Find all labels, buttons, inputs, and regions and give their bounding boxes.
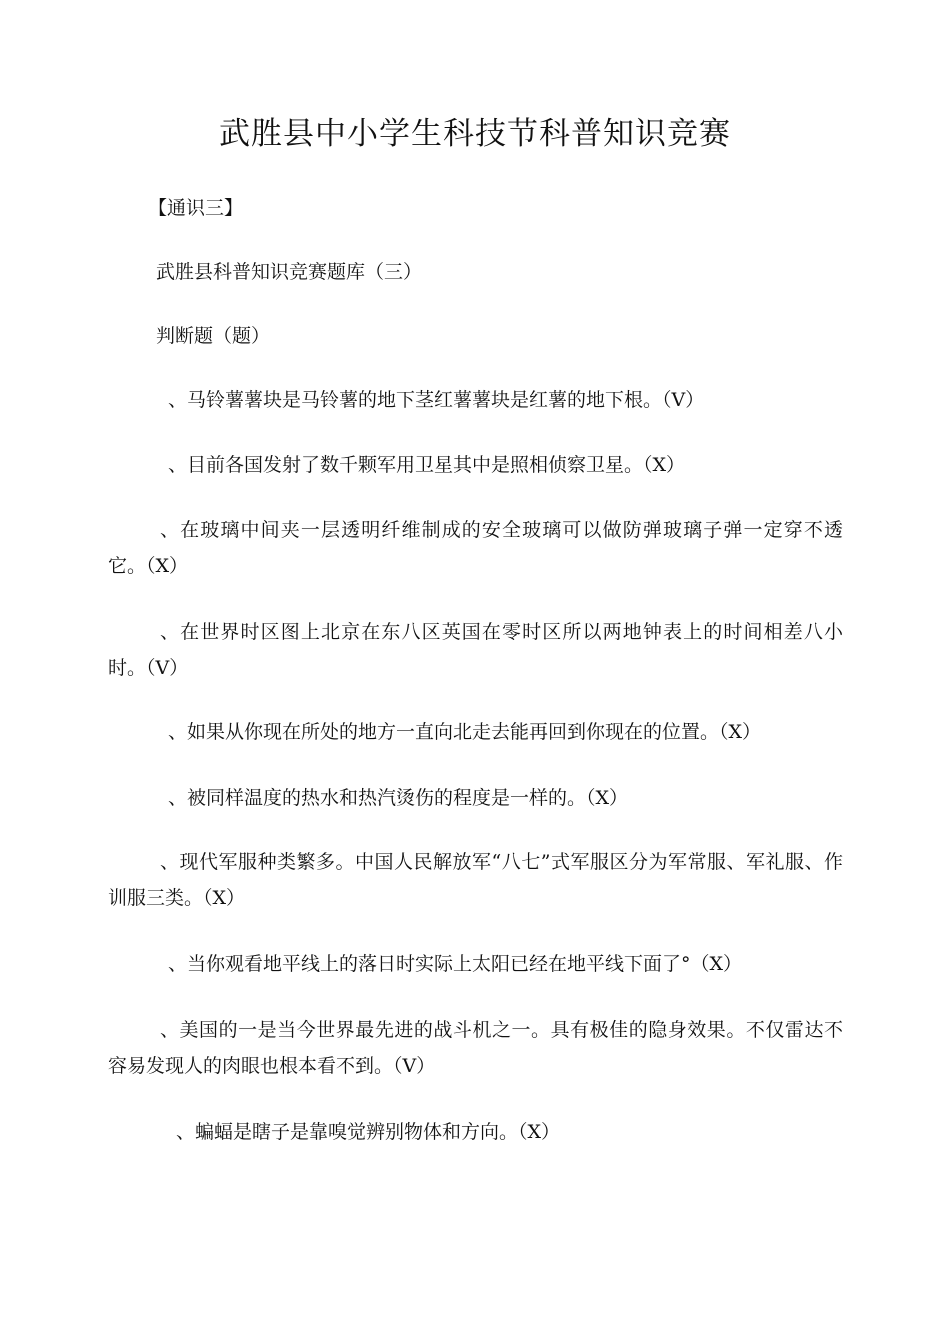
document-subtitle: 武胜县科普知识竞赛题库（三） <box>156 261 423 283</box>
question-item: 、如果从你现在所处的地方一直向北走去能再回到你现在的位置。（X） <box>168 721 762 743</box>
question-item: 、当你观看地平线上的落日时实际上太阳已经在地平线下面了°（X） <box>168 953 743 975</box>
question-item: 、被同样温度的热水和热汽烫伤的程度是一样的。（X） <box>168 787 629 809</box>
question-item: 、在世界时区图上北京在东八区英国在零时区所以两地钟表上的时间相差八小时。（V） <box>108 621 843 679</box>
section-tag: 【通识三】 <box>148 197 244 219</box>
question-item: 、在玻璃中间夹一层透明纤维制成的安全玻璃可以做防弹玻璃子弹一定穿不透它。（X） <box>108 519 843 577</box>
question-type-heading: 判断题（题） <box>156 325 271 347</box>
question-item: 、马铃薯薯块是马铃薯的地下茎红薯薯块是红薯的地下根。（V） <box>168 389 705 411</box>
question-item: 、现代军服种类繁多。中国人民解放军“八七”式军服区分为军常服、军礼服、作训服三类。（X） <box>108 851 843 909</box>
question-item: 、目前各国发射了数千颗军用卫星其中是照相侦察卫星。（X） <box>168 454 686 476</box>
question-item: 、蝙蝠是瞎子是靠嗅觉辨别物体和方向。（X） <box>176 1121 561 1143</box>
document-title: 武胜县中小学生科技节科普知识竞赛 <box>219 116 731 152</box>
question-item: 、美国的一是当今世界最先进的战斗机之一。具有极佳的隐身效果。不仅雷达不容易发现人的肉眼也根本看不到。（V） <box>108 1019 843 1077</box>
